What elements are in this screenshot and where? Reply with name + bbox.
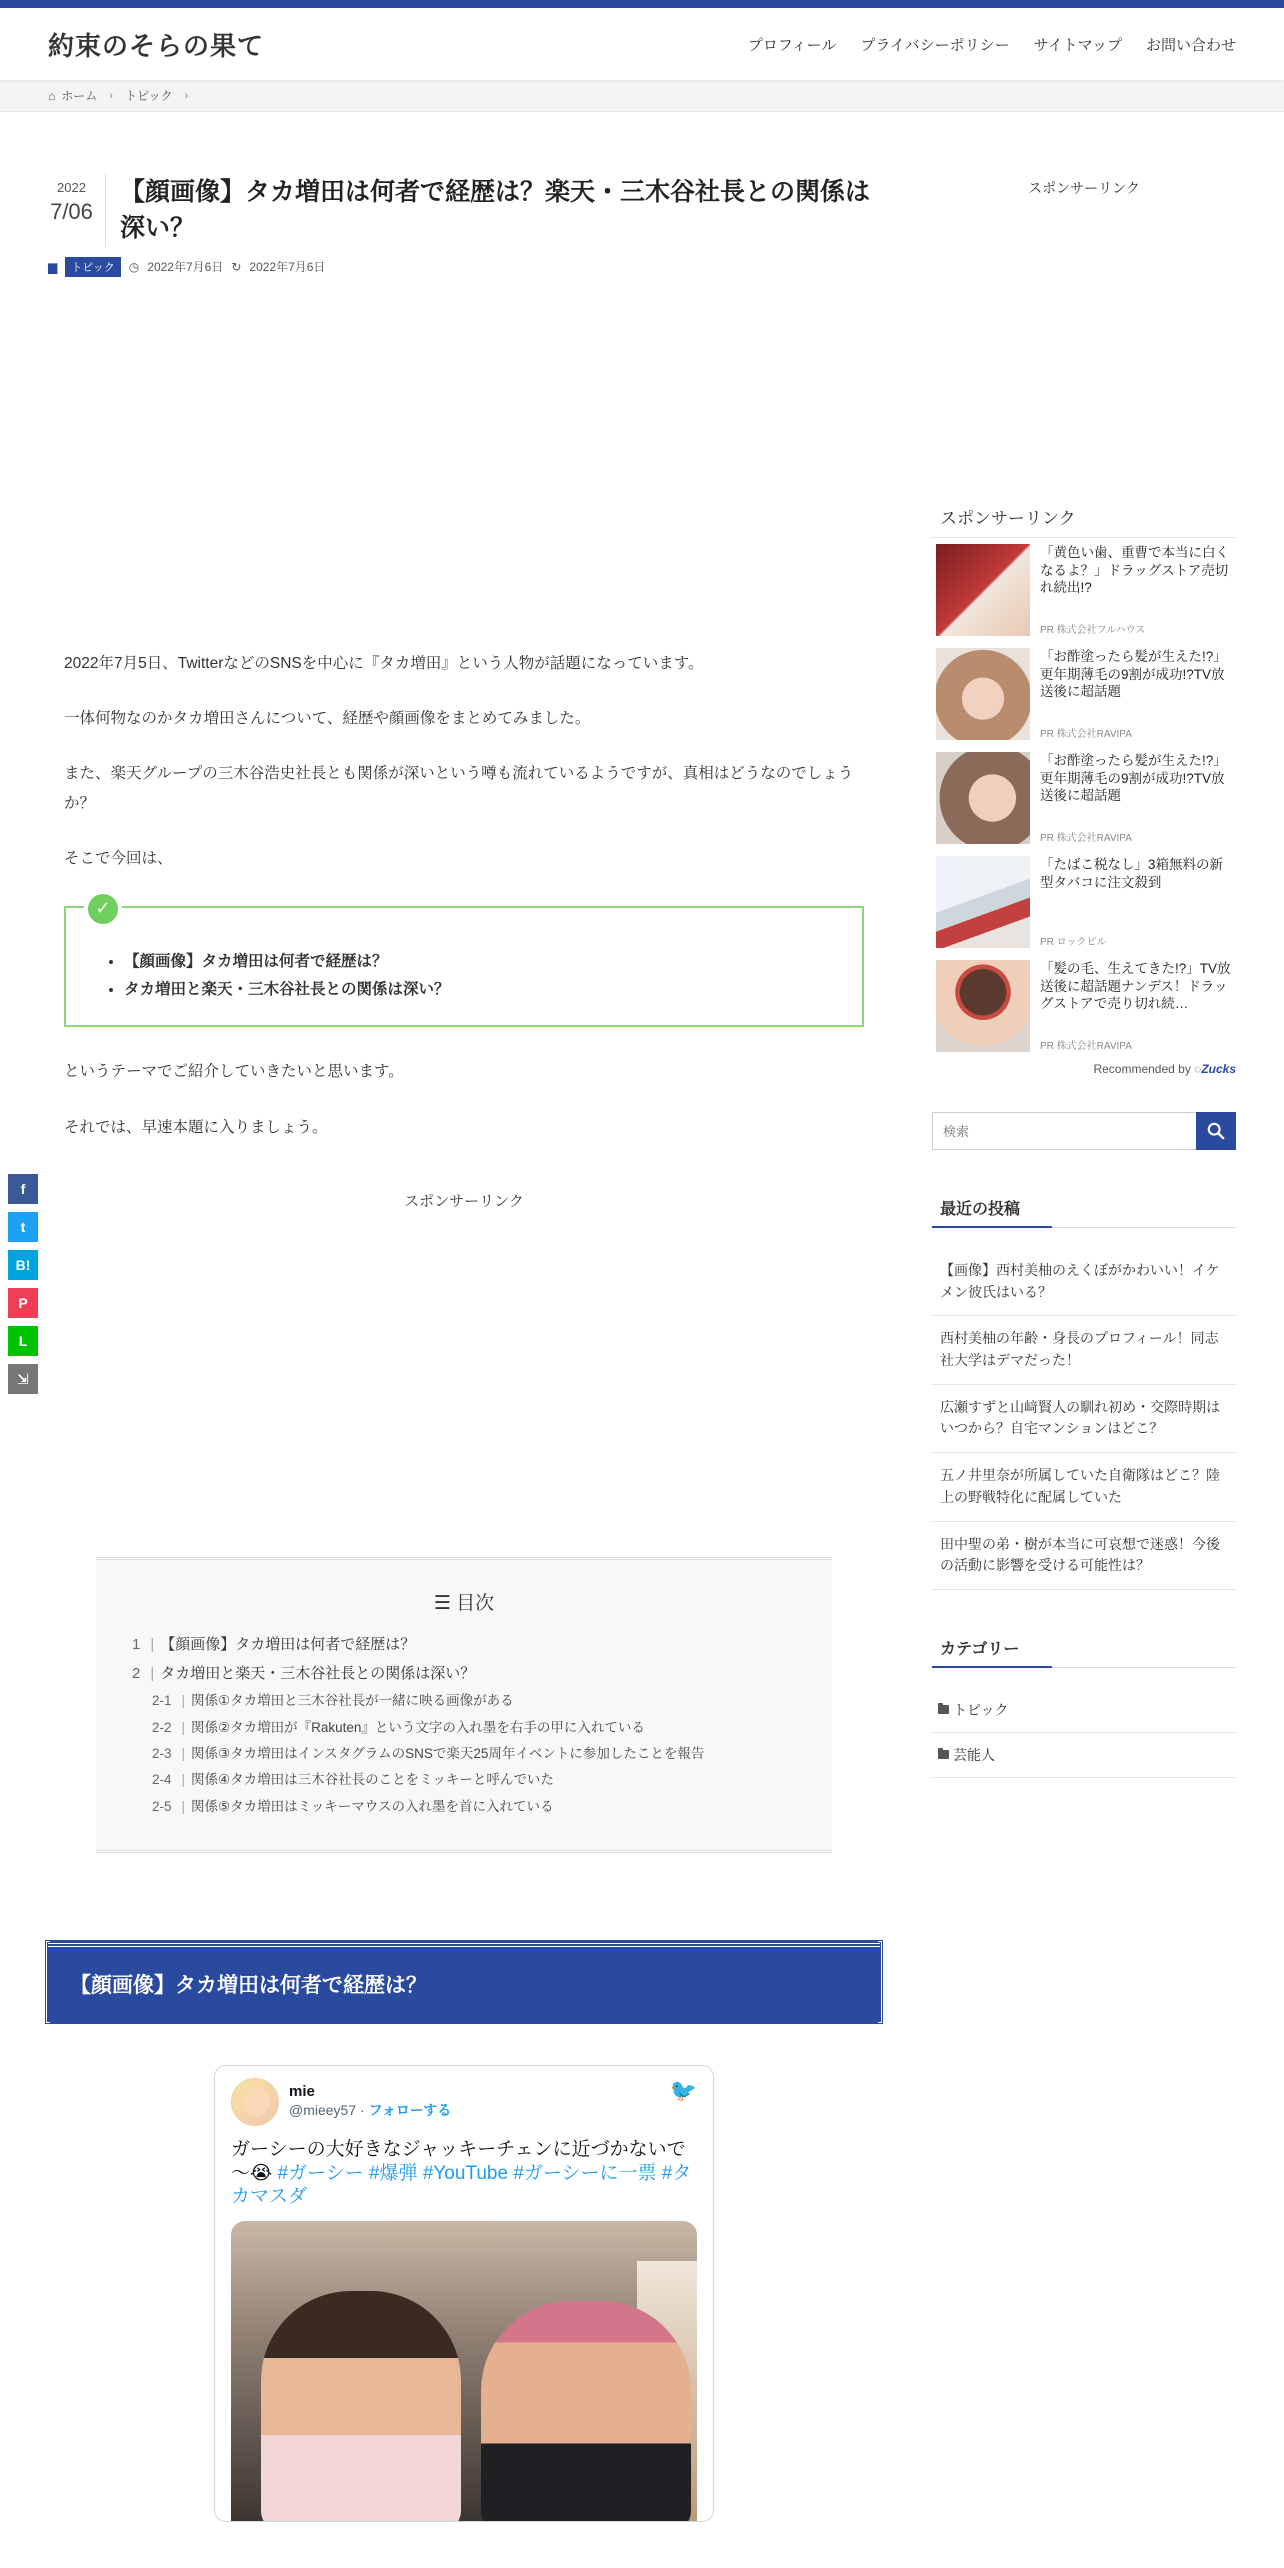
category-badge[interactable]: トピック bbox=[65, 257, 121, 277]
toc-number: 2-4 bbox=[152, 1772, 172, 1788]
toc-title-text: 目次 bbox=[456, 1593, 495, 1615]
breadcrumb-home[interactable]: ホーム bbox=[61, 89, 98, 103]
share-buttons bbox=[8, 1174, 38, 1394]
ad-sponsor: PR 株式会社RAVIPA bbox=[1040, 833, 1132, 844]
tweet-header bbox=[231, 2078, 697, 2126]
refresh-icon: ↻ bbox=[231, 259, 242, 274]
paragraph: というテーマでご紹介していきたいと思います。 bbox=[64, 1063, 404, 1081]
ad-image[interactable] bbox=[936, 544, 1030, 636]
toc-title bbox=[132, 1588, 796, 1615]
ad-title[interactable]: 「黄色い歯、重曹で本当に白くなるよ？」ドラッグストア売切れ続出!? bbox=[1040, 545, 1229, 596]
recent-post-link[interactable]: 西村美柚の年齢・身長のプロフィール！同志社大学はデマだった！ bbox=[932, 1316, 1236, 1384]
post-date-year: 2022 bbox=[57, 180, 86, 195]
toc-number: 2-2 bbox=[152, 1719, 172, 1735]
tweet-text bbox=[231, 2138, 697, 2209]
site-header bbox=[0, 8, 1284, 80]
recent-posts-list bbox=[932, 1248, 1236, 1590]
ad-item[interactable] bbox=[932, 746, 1236, 850]
toc-number: 2-3 bbox=[152, 1745, 172, 1761]
toc-item[interactable]: 2 | タカ増田と楽天・三木谷社長との関係は深い？ bbox=[132, 1664, 476, 1682]
facebook-share-icon[interactable]: f bbox=[8, 1174, 38, 1204]
check-list-box bbox=[64, 898, 864, 1028]
ad-image[interactable] bbox=[936, 648, 1030, 740]
clock-icon: ◷ bbox=[128, 259, 140, 274]
global-nav bbox=[748, 34, 1236, 55]
toc-subitem-text: 関係④タカ増田は三木谷社長のことをミッキーと呼んでいた bbox=[191, 1772, 554, 1788]
sponsor-label: スポンサーリンク bbox=[404, 1193, 524, 1211]
toc-item-text: 【顔画像】タカ増田は何者で経歴は？ bbox=[160, 1636, 416, 1654]
home-icon: ⌂ bbox=[48, 88, 56, 103]
category-link[interactable] bbox=[932, 1733, 1236, 1778]
ad-image[interactable] bbox=[936, 752, 1030, 844]
post-date bbox=[48, 174, 106, 247]
nav-privacy-policy[interactable]: プライバシーポリシー bbox=[860, 36, 1010, 54]
search-input[interactable] bbox=[932, 1112, 1196, 1150]
category-link-text: トピック bbox=[953, 1701, 1009, 1718]
check-list-item: • 【顔画像】タカ増田は何者で経歴は？ bbox=[124, 948, 822, 976]
top-accent-bar bbox=[0, 0, 1284, 8]
ad-list bbox=[932, 538, 1236, 1058]
sidebar bbox=[932, 140, 1236, 1778]
toc-subitem[interactable]: 2-3 | 関係③タカ増田はインスタグラムのSNSで楽天25周年イベントに参加したことを報告 bbox=[152, 1745, 705, 1761]
ad-sponsor: PR 株式会社RAVIPA bbox=[1040, 1041, 1132, 1052]
hashtag[interactable]: #爆弾 bbox=[368, 2162, 418, 2184]
main-content bbox=[48, 140, 880, 2522]
hashtag[interactable]: #ガーシーに一票 bbox=[513, 2162, 657, 2184]
list-icon: ☰ bbox=[433, 1593, 451, 1615]
twitter-share-icon[interactable]: t bbox=[8, 1212, 38, 1242]
ad-image[interactable] bbox=[936, 856, 1030, 948]
category-list bbox=[932, 1688, 1236, 1778]
zucks-text: Zucks bbox=[1201, 1062, 1236, 1076]
line-share-icon[interactable]: L bbox=[8, 1326, 38, 1356]
ad-title[interactable]: 「髪の毛、生えてきた!?」TV放送後に超話題ナンデス！ドラッグストアで売り切れ続… bbox=[1040, 961, 1231, 1012]
photo-person-right bbox=[481, 2301, 691, 2521]
ad-sponsor: PR 株式会社RAVIPA bbox=[1040, 729, 1132, 740]
toc-number: 2-1 bbox=[152, 1693, 172, 1709]
toc-subitem-text: 関係⑤タカ増田はミッキーマウスの入れ墨を首に入れている bbox=[191, 1798, 554, 1814]
sidebar-sponsor-label: スポンサーリンク bbox=[1028, 180, 1140, 196]
folder-icon: ▆ bbox=[48, 259, 58, 274]
updated-date: 2022年7月6日 bbox=[249, 260, 326, 274]
ad-title[interactable]: 「お酢塗ったら髪が生えた!?」更年期薄毛の9割が成功!?TV放送後に超話題 bbox=[1040, 753, 1227, 804]
paragraph: 2022年7月5日、TwitterなどのSNSを中心に『タカ増田』という人物が話題になっています。 bbox=[64, 654, 704, 672]
intro-text bbox=[64, 649, 864, 874]
toc-subitem-text: 関係②タカ増田が『Rakuten』という文字の入れ墨を右手の甲に入れている bbox=[191, 1719, 645, 1735]
category-title: カテゴリー bbox=[932, 1636, 1236, 1668]
recommended-by-text: Recommended by bbox=[1093, 1062, 1191, 1076]
ad-sponsor: PR 株式会社フルハウス bbox=[1040, 625, 1146, 636]
post-header bbox=[48, 174, 880, 247]
breadcrumb-category[interactable]: トピック bbox=[124, 89, 173, 103]
hatena-bookmark-icon[interactable]: B! bbox=[8, 1250, 38, 1280]
hashtag[interactable]: #YouTube bbox=[422, 2162, 509, 2184]
toc-subitem[interactable]: 2-2 | 関係②タカ増田が『Rakuten』という文字の入れ墨を右手の甲に入れている bbox=[152, 1719, 645, 1735]
avatar[interactable] bbox=[231, 2078, 279, 2126]
table-of-contents bbox=[96, 1557, 832, 1853]
recent-posts-title: 最近の投稿 bbox=[932, 1196, 1236, 1228]
toc-number: 2-5 bbox=[152, 1798, 172, 1814]
separator-dot: · bbox=[360, 2102, 365, 2119]
tweet-author-name[interactable]: mie bbox=[289, 2083, 315, 2101]
toc-number: 1 bbox=[132, 1636, 141, 1654]
tweet-photo[interactable] bbox=[231, 2221, 697, 2521]
toc-subitem[interactable]: 2-5 | 関係⑤タカ増田はミッキーマウスの入れ墨を首に入れている bbox=[152, 1798, 554, 1814]
tweet-body: ガーシーの大好きなジャッキーチェンに近づかないで～😭 bbox=[231, 2138, 686, 2184]
paragraph: そこで今回は、 bbox=[64, 850, 173, 868]
category-link[interactable] bbox=[932, 1688, 1236, 1733]
section-heading: 【顔画像】タカ増田は何者で経歴は？ bbox=[48, 1943, 880, 2021]
toc-number: 2 bbox=[132, 1664, 141, 1682]
check-list-item: • タカ増田と楽天・三木谷社長との関係は深い？ bbox=[124, 976, 822, 1004]
pocket-icon[interactable]: P bbox=[8, 1288, 38, 1318]
folder-icon bbox=[938, 1750, 949, 1759]
ad-item[interactable] bbox=[932, 538, 1236, 642]
ad-item[interactable] bbox=[932, 954, 1236, 1058]
ad-title[interactable]: 「お酢塗ったら髪が生えた!?」更年期薄毛の9割が成功!?TV放送後に超話題 bbox=[1040, 649, 1227, 700]
published-date: 2022年7月6日 bbox=[147, 260, 224, 274]
chevron-right-icon: › bbox=[109, 89, 113, 102]
ad-widget-heading: スポンサーリンク bbox=[930, 498, 1236, 538]
search-icon bbox=[1207, 1122, 1225, 1140]
ad-title[interactable]: 「たばこ税なし」3箱無料の新型タバコに注文殺到 bbox=[1040, 857, 1224, 890]
tweet-handle[interactable]: @mieey57 bbox=[289, 2102, 357, 2119]
ad-item[interactable] bbox=[932, 850, 1236, 954]
toc-item[interactable]: 1 | 【顔画像】タカ増田は何者で経歴は？ bbox=[132, 1636, 416, 1654]
recent-post-link[interactable]: 田中聖の弟・樹が本当に可哀想で迷惑！今後の活動に影響を受ける可能性は？ bbox=[932, 1522, 1236, 1590]
nav-sitemap[interactable]: サイトマップ bbox=[1033, 36, 1122, 54]
ad-item[interactable] bbox=[932, 642, 1236, 746]
search-button[interactable] bbox=[1196, 1112, 1236, 1150]
recent-post-link[interactable]: 広瀬すずと山﨑賢人の馴れ初め・交際時期はいつから？自宅マンションはどこ？ bbox=[932, 1385, 1236, 1453]
paragraph: それでは、早速本題に入りましょう。 bbox=[64, 1118, 328, 1136]
ad-image[interactable] bbox=[936, 960, 1030, 1052]
toc-subitem-text: 関係③タカ増田はインスタグラムのSNSで楽天25周年イベントに参加したことを報告 bbox=[191, 1745, 705, 1761]
search-form bbox=[932, 1112, 1236, 1150]
site-title[interactable]: 約束のそらの果て bbox=[48, 30, 265, 61]
post-title: 【顔画像】タカ増田は何者で経歴は？楽天・三木谷社長との関係は深い？ bbox=[119, 178, 870, 243]
zucks-logo: ◌Zucks bbox=[1194, 1062, 1236, 1076]
chevron-right-icon: › bbox=[184, 89, 189, 102]
ad-sponsor: PR ロックピル bbox=[1040, 937, 1107, 948]
nav-contact[interactable]: お問い合わせ bbox=[1145, 36, 1236, 54]
hashtag[interactable]: #タカマスダ bbox=[231, 2162, 692, 2208]
outro-text bbox=[64, 1057, 864, 1142]
toc-item-text: タカ増田と楽天・三木谷社長との関係は深い？ bbox=[160, 1664, 476, 1682]
folder-icon bbox=[938, 1705, 949, 1714]
breadcrumb bbox=[0, 80, 1284, 112]
follow-button[interactable]: フォローする bbox=[368, 2102, 452, 2119]
toc-subitem-text: 関係①タカ増田と三木谷社長が一緒に映る画像がある bbox=[191, 1693, 514, 1709]
copy-link-icon[interactable]: ⇲ bbox=[8, 1364, 38, 1394]
check-icon: ✓ bbox=[84, 890, 122, 928]
twitter-bird-icon[interactable]: 🐦 bbox=[669, 2077, 697, 2103]
recommended-by[interactable] bbox=[932, 1062, 1236, 1076]
embedded-tweet[interactable] bbox=[214, 2065, 714, 2522]
photo-person-left bbox=[261, 2291, 461, 2521]
toc-subitem[interactable]: 2-4 | 関係④タカ増田は三木谷社長のことをミッキーと呼んでいた bbox=[152, 1772, 554, 1788]
paragraph: 一体何物なのかタカ増田さんについて、経歴や顔画像をまとめてみました。 bbox=[64, 709, 591, 727]
post-meta bbox=[48, 257, 880, 277]
hashtag[interactable]: #ガーシー bbox=[277, 2162, 364, 2184]
toc-subitem[interactable]: 2-1 | 関係①タカ増田と三木谷社長が一緒に映る画像がある bbox=[152, 1693, 514, 1709]
nav-profile[interactable]: プロフィール bbox=[747, 36, 837, 54]
recent-post-link[interactable]: 五ノ井里奈が所属していた自衛隊はどこ？陸上の野戦特化に配属していた bbox=[932, 1453, 1236, 1521]
tweet-handle-line bbox=[289, 2100, 451, 2120]
paragraph: また、楽天グループの三木谷浩史社長とも関係が深いという噂も流れているようですが、真相はどうなのでしょうか？ bbox=[64, 765, 854, 812]
recent-post-link[interactable]: 【画像】西村美柚のえくぼがかわいい！イケメン彼氏はいる？ bbox=[932, 1248, 1236, 1316]
category-link-text: 芸能人 bbox=[953, 1746, 995, 1763]
post-date-monthday: 7/06 bbox=[50, 199, 93, 224]
